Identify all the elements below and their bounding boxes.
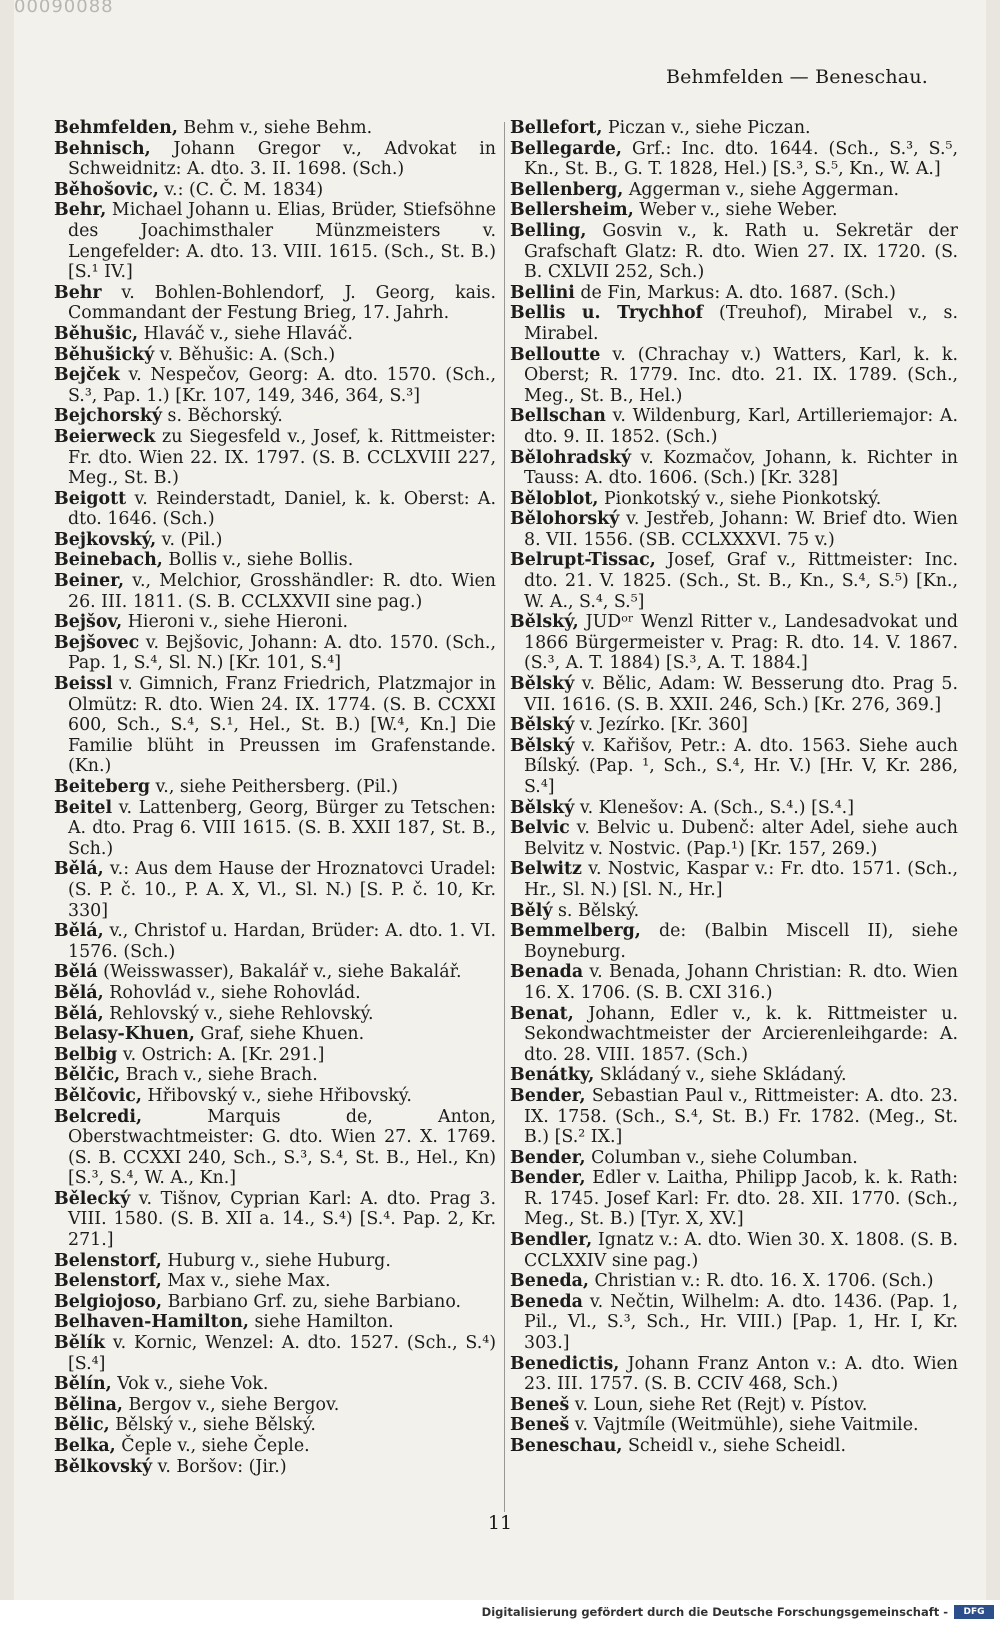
entry-headword: Bellis u. Trychhof: [510, 303, 704, 324]
dictionary-entry: [54, 1312, 496, 1333]
entry-text: Rehlovský v., siehe Rehlovský.: [103, 1003, 374, 1024]
entry-headword: Beierweck: [54, 426, 156, 447]
dictionary-entry: [510, 921, 958, 962]
entry-text: Michael Johann u. Elias, Brüder, Stiefsöhne des Joachimsthaler Münzmeisters v. Lengefelder: A. dto. 13. VIII. 1615. (Sch., St. B.) [S.¹ IV.]: [68, 200, 496, 283]
entry-text: Graf, siehe Khuen.: [194, 1024, 365, 1045]
entry-headword: Belenstorf,: [54, 1250, 162, 1271]
entry-headword: Belvic: [510, 818, 570, 839]
entry-text: Johann Franz Anton v.: A. dto. Wien 23. III. 1757. (S. B. CCIV 468, Sch.): [524, 1353, 958, 1395]
footer-credit: Digitalisierung gefördert durch die Deutsche Forschungsgemeinschaft -: [481, 1605, 948, 1619]
dictionary-entry: [510, 1271, 958, 1292]
entry-text: v. Nostvic, Kaspar v.: Fr. dto. 1571. (Sch., Hr., Sl. N.) [Sl. N., Hr.]: [524, 859, 958, 900]
dictionary-entry: [510, 1436, 958, 1457]
entry-headword: Bělský: [510, 715, 575, 736]
entry-headword: Bejšovec: [54, 632, 140, 653]
dictionary-entry: [510, 221, 958, 283]
entry-headword: Behnisch,: [54, 138, 151, 159]
entry-text: Hlaváč v., siehe Hlaváč.: [138, 323, 353, 344]
entry-headword: Běhušický: [54, 344, 155, 365]
entry-text: Grf.: Inc. dto. 1644. (Sch., S.³, S.⁵, Kn., St. B., G. T. 1828, Hel.) [S.³, S.⁵, Kn., W. A.]: [524, 138, 958, 180]
entry-text: Piczan v., siehe Piczan.: [602, 118, 811, 138]
entry-text: Hieroni v., siehe Hieroni.: [122, 612, 349, 633]
entry-text: Ignatz v.: A. dto. Wien 30. X. 1808. (S. B. CCLXXIV sine pag.): [524, 1230, 958, 1271]
entry-headword: Bělá,: [54, 859, 104, 880]
entry-text: Max v., siehe Max.: [161, 1271, 331, 1292]
dictionary-entry: [510, 859, 958, 900]
dictionary-entry: [54, 1436, 496, 1457]
entry-headword: Běhošovic,: [54, 179, 159, 200]
entry-text: Aggerman v., siehe Aggerman.: [623, 179, 899, 200]
entry-text: v. Kornic, Wenzel: A. dto. 1527. (Sch., S.⁴) [S.⁴]: [68, 1333, 496, 1374]
entry-text: Bělský v., siehe Bělský.: [109, 1415, 316, 1436]
entry-text: v. Bohlen-Bohlendorf, J. Georg, kais. Commandant der Festung Brieg, 17. Jahrh.: [68, 282, 496, 324]
entry-headword: Bělín,: [54, 1374, 112, 1395]
entry-headword: Belasy-Khuen,: [54, 1024, 195, 1045]
entry-text: v. Tišnov, Cyprian Karl: A. dto. Prag 3. VIII. 1580. (S. B. XII a. 14., S.⁴) [S.⁴. Pap. 2, Kr. 271.]: [68, 1188, 496, 1251]
entry-headword: Benat,: [510, 1003, 574, 1024]
entry-text: Bollis v., siehe Bollis.: [162, 550, 354, 571]
scan-stamp: 00090088: [14, 0, 114, 17]
entry-text: v. Běhušic: A. (Sch.): [154, 344, 336, 365]
entry-text: v. Wildenburg, Karl, Artilleriemajor: A. dto. 9. II. 1852. (Sch.): [524, 406, 958, 447]
entry-text: v., Melchior, Grosshändler: R. dto. Wien 26. III. 1811. (S. B. CCLXXVII sine pag.): [68, 571, 496, 612]
entry-text: v. (Chrachay v.) Watters, Karl, k. k. Oberst; R. 1779. Inc. dto. 21. IX. 1789. (Sch., Meg., St. B., Hel.): [524, 344, 958, 406]
dictionary-entry: [510, 550, 958, 612]
footer-bar: [0, 1600, 1000, 1625]
dictionary-entry: [510, 1004, 958, 1066]
entry-text: s. Bělský.: [552, 900, 640, 921]
dictionary-entry: [510, 1168, 958, 1230]
dictionary-entry: [54, 1004, 496, 1025]
dictionary-entry: [510, 1395, 958, 1416]
entry-headword: Bělá: [54, 962, 98, 983]
dictionary-entry: [510, 303, 958, 344]
entry-text: de Fin, Markus: A. dto. 1687. (Sch.): [574, 282, 896, 303]
dictionary-entry: [54, 1189, 496, 1251]
dictionary-entry: [510, 1354, 958, 1395]
entry-text: Bergov v., siehe Bergov.: [122, 1394, 340, 1415]
dictionary-entry: [54, 139, 496, 180]
entry-headword: Běhušic,: [54, 323, 139, 344]
entry-headword: Belwitz: [510, 859, 582, 880]
dictionary-entry: [510, 962, 958, 1003]
dictionary-entry: [54, 777, 496, 798]
entry-headword: Bělík: [54, 1333, 106, 1354]
running-title: Behmfelden — Beneschau.: [665, 66, 928, 88]
entry-headword: Bělčovic,: [54, 1085, 142, 1106]
dictionary-entry: [510, 118, 958, 139]
entry-text: Johann Gregor v., Advokat in Schweidnitz: A. dto. 3. II. 1698. (Sch.): [68, 138, 496, 180]
entry-text: v. Loun, siehe Ret (Rejt) v. Pístov.: [569, 1394, 868, 1415]
dictionary-entry: [54, 798, 496, 860]
entry-headword: Bellenberg,: [510, 179, 624, 200]
entry-headword: Běloblot,: [510, 488, 599, 509]
dictionary-entry: [510, 283, 958, 304]
dictionary-entry: [54, 200, 496, 282]
entry-text: Christian v.: R. dto. 16. X. 1706. (Sch.): [588, 1271, 934, 1292]
entry-headword: Beneda,: [510, 1271, 589, 1292]
entry-headword: Beneda: [510, 1291, 583, 1312]
entry-text: JUDᵒʳ Wenzl Ritter v., Landesadvokat und 1866 Bürgermeister v. Prag: R. dto. 14. V. 1867. (S.³, A. T. 1884) [S.³, A. T. 1884.]: [524, 612, 958, 674]
entry-text: v. Klenešov: A. (Sch., S.⁴.) [S.⁴.]: [574, 797, 854, 818]
dictionary-entry: [510, 1086, 958, 1148]
entry-headword: Bělá,: [54, 1003, 104, 1024]
dictionary-entry: [510, 448, 958, 489]
entry-text: v. Gimnich, Franz Friedrich, Platzmajor in Olmütz: R. dto. Wien 24. IX. 1774. (S. B. CCXXI 600, Sch., S.⁴, S.¹, Hel., St. B.) [W.⁴, Kn.] Die Familie blüht in Preussen im Grafenstande. (Kn.): [68, 674, 496, 777]
dictionary-entry: [54, 283, 496, 324]
dfg-logo: DFG: [954, 1605, 994, 1619]
entry-headword: Bender,: [510, 1147, 586, 1168]
dictionary-entry: [54, 1024, 496, 1045]
entry-headword: Beissl: [54, 674, 113, 695]
dictionary-entry: [510, 818, 958, 859]
entry-text: v., siehe Peithersberg. (Pil.): [150, 777, 399, 797]
dictionary-entry: [54, 1457, 496, 1478]
entry-headword: Benátky,: [510, 1065, 595, 1086]
dictionary-entry: [510, 345, 958, 407]
entry-text: Barbiano Grf. zu, siehe Barbiano.: [162, 1291, 462, 1312]
entry-headword: Bělá,: [54, 921, 104, 942]
entry-headword: Bělkovský: [54, 1456, 153, 1477]
entry-headword: Bělecký: [54, 1188, 131, 1209]
entry-headword: Beigott: [54, 488, 127, 509]
dictionary-entry: [54, 1374, 496, 1395]
dictionary-entry: [54, 1107, 496, 1189]
dictionary-entry: [54, 180, 496, 201]
entry-headword: Bejšov,: [54, 612, 123, 633]
dictionary-entry: [510, 139, 958, 180]
dictionary-entry: [54, 859, 496, 921]
document-page: [14, 0, 986, 1600]
entry-text: Rohovlád v., siehe Rohovlád.: [103, 982, 361, 1003]
entry-headword: Belenstorf,: [54, 1271, 162, 1292]
entry-headword: Bejček: [54, 365, 120, 386]
entry-headword: Bellefort,: [510, 118, 603, 138]
dictionary-entry: [54, 921, 496, 962]
dictionary-entry: [54, 1086, 496, 1107]
dictionary-entry: [54, 1065, 496, 1086]
dictionary-entry: [510, 901, 958, 922]
entry-text: v., Christof u. Hardan, Brüder: A. dto. 1. VI. 1576. (Sch.): [68, 921, 496, 962]
dictionary-entry: [510, 489, 958, 510]
entry-text: v. Lattenberg, Georg, Bürger zu Tetschen: A. dto. Prag 6. VIII 1615. (S. B. XXII 187, St. B., Sch.): [68, 797, 496, 859]
entry-text: zu Siegesfeld v., Josef, k. Rittmeister: Fr. dto. Wien 22. IX. 1797. (S. B. CCLXVIII 227, Meg., St. B.): [68, 426, 496, 489]
dictionary-entry: [510, 509, 958, 550]
entry-headword: Belbig: [54, 1044, 118, 1065]
entry-headword: Bělohradský: [510, 447, 632, 468]
entry-headword: Bělá,: [54, 982, 104, 1003]
entry-text: Scheidl v., siehe Scheidl.: [622, 1436, 846, 1456]
dictionary-entry: [510, 406, 958, 447]
page-number: 11: [487, 1512, 513, 1534]
dictionary-entry: [54, 674, 496, 777]
entry-headword: Bělic,: [54, 1415, 110, 1436]
entry-headword: Bělský: [510, 797, 575, 818]
entry-text: Brach v., siehe Brach.: [120, 1065, 318, 1086]
entry-text: v. Jezírko. [Kr. 360]: [574, 715, 748, 736]
entry-text: s. Běchorský.: [162, 406, 283, 427]
dictionary-entry: [510, 200, 958, 221]
dictionary-entry: [54, 962, 496, 983]
entry-headword: Bělý: [510, 900, 553, 921]
entry-headword: Bejchorský: [54, 406, 162, 427]
entry-text: v. Kozmačov, Johann, k. Richter in Tauss: A. dto. 1606. (Sch.) [Kr. 328]: [524, 447, 958, 489]
dictionary-entry: [54, 324, 496, 345]
entry-text: v. Jestřeb, Johann: W. Brief dto. Wien 8. VII. 1556. (SB. CCLXXXVI. 75 v.): [524, 509, 958, 550]
dictionary-entry: [510, 612, 958, 674]
dictionary-entry: [54, 983, 496, 1004]
dictionary-entry: [54, 345, 496, 366]
entry-text: Edler v. Laitha, Philipp Jacob, k. k. Rath: R. 1745. Josef Karl: Fr. dto. 28. XII. 1770. (Sch., Meg., St. B.) [Tyr. X, XV.]: [524, 1168, 958, 1230]
entry-headword: Bellini: [510, 282, 575, 303]
entry-text: Behm v., siehe Behm.: [177, 118, 373, 138]
dictionary-entry: [510, 736, 958, 798]
entry-headword: Behmfelden,: [54, 118, 178, 138]
entry-text: Josef, Graf v., Rittmeister: Inc. dto. 21. V. 1825. (Sch., St. B., Kn., S.⁴, S.⁵) [Kn., W. A., S.⁴, S.⁵]: [524, 550, 958, 612]
dictionary-entry: [54, 530, 496, 551]
entry-headword: Bellersheim,: [510, 200, 634, 221]
dictionary-entry: [510, 798, 958, 819]
dictionary-entry: [510, 1415, 958, 1436]
entry-headword: Bělský: [510, 674, 575, 695]
entry-headword: Beiteberg: [54, 777, 151, 797]
entry-headword: Beinebach,: [54, 550, 163, 571]
dictionary-entry: [510, 1230, 958, 1271]
entry-headword: Belcredi,: [54, 1106, 143, 1127]
entry-text: v. Nespečov, Georg: A. dto. 1570. (Sch., S.³, Pap. 1.) [Kr. 107, 149, 346, 364, S.³]: [68, 365, 496, 406]
entry-text: (Weisswasser), Bakalář v., siehe Bakalář.: [97, 962, 462, 983]
entry-text: v. Nečtin, Wilhelm: A. dto. 1436. (Pap. 1, Pil., Vl., S.³, Sch., Hr. VIII.) [Pap. 1, Hr. I, Kr. 303.]: [524, 1291, 958, 1354]
entry-text: Skládaný v., siehe Skládaný.: [594, 1065, 847, 1086]
entry-text: de: (Balbin Miscell II), siehe Boyneburg.: [524, 921, 958, 962]
entry-headword: Belka,: [54, 1436, 116, 1456]
entry-headword: Bendler,: [510, 1230, 593, 1251]
entry-text: v. (Pil.): [156, 529, 223, 550]
entry-text: Weber v., siehe Weber.: [633, 200, 838, 221]
dictionary-entry: [54, 1333, 496, 1374]
dictionary-entry: [54, 1045, 496, 1066]
entry-headword: Bělohorský: [510, 509, 620, 530]
entry-text: v. Vajtmíle (Weitmühle), siehe Vaitmile.: [569, 1415, 919, 1436]
dictionary-entry: [54, 489, 496, 530]
dictionary-entry: [54, 1292, 496, 1313]
entry-headword: Belhaven-Hamilton,: [54, 1312, 249, 1333]
entry-headword: Bělina,: [54, 1394, 123, 1415]
entry-headword: Beneš: [510, 1415, 570, 1436]
dictionary-entry: [54, 406, 496, 427]
entry-headword: Bellschan: [510, 406, 606, 427]
entry-headword: Bender,: [510, 1168, 586, 1189]
entry-text: v. Bejšovic, Johann: A. dto. 1570. (Sch., Pap. 1, S.⁴, Sl. N.) [Kr. 101, S.⁴]: [68, 632, 496, 674]
entry-text: v. Boršov: (Jir.): [152, 1456, 287, 1477]
dictionary-entry: [54, 365, 496, 406]
entry-headword: Bemmelberg,: [510, 921, 641, 942]
entry-headword: Belrupt-Tissac,: [510, 550, 656, 571]
entry-headword: Belloutte: [510, 344, 601, 365]
entry-text: Čeple v., siehe Čeple.: [115, 1436, 310, 1456]
entry-text: v. Kařišov, Petr.: A. dto. 1563. Siehe auch Bílský. (Pap. ¹, Sch., S.⁴, Hr. V.) [Hr. V, Kr. 286, S.⁴]: [524, 735, 958, 797]
entry-headword: Bejkovský,: [54, 529, 157, 550]
entry-text: Pionkotský v., siehe Pionkotský.: [598, 488, 882, 509]
entry-headword: Benada: [510, 962, 584, 983]
entry-text: v.: (C. Č. M. 1834): [158, 179, 324, 200]
dictionary-entry: [54, 118, 496, 139]
entry-text: Columban v., siehe Columban.: [585, 1147, 858, 1168]
entry-text: v. Bělic, Adam: W. Besserung dto. Prag 5. VII. 1616. (S. B. XXII. 246, Sch.) [Kr. 276, 369.]: [524, 674, 958, 715]
entry-headword: Beiner,: [54, 571, 125, 592]
entry-headword: Behr,: [54, 200, 107, 221]
entry-headword: Bellegarde,: [510, 138, 622, 159]
entry-headword: Bělský,: [510, 612, 579, 633]
dictionary-entry: [54, 1271, 496, 1292]
entry-text: (Treuhof), Mirabel v., s. Mirabel.: [524, 303, 958, 344]
entry-headword: Bender,: [510, 1085, 586, 1106]
column-divider: [504, 122, 505, 1512]
entry-text: v. Ostrich: A. [Kr. 291.]: [117, 1044, 325, 1065]
dictionary-entry: [510, 1065, 958, 1086]
entry-text: v.: Aus dem Hause der Hroznatovci Uradel: (S. P. č. 10., P. A. X, Vl., Sl. N.) [S. P. č. 10, Kr. 330]: [68, 859, 496, 921]
entry-headword: Behr: [54, 282, 102, 303]
dictionary-entry: [54, 1395, 496, 1416]
entry-text: siehe Hamilton.: [248, 1312, 394, 1333]
entry-text: Sebastian Paul v., Rittmeister: A. dto. 23. IX. 1758. (Sch., S.⁴, St. B.) Fr. 1782. (Meg., St. B.) [S.² IX.]: [524, 1085, 958, 1148]
entry-headword: Beitel: [54, 797, 113, 818]
dictionary-entry: [54, 612, 496, 633]
dictionary-entry: [510, 1292, 958, 1354]
entry-text: Gosvin v., k. Rath u. Sekretär der Grafschaft Glatz: R. dto. Wien 27. IX. 1720. (S. B. CXLVII 252, Sch.): [524, 220, 958, 283]
dictionary-entry: [510, 180, 958, 201]
entry-headword: Beneschau,: [510, 1436, 623, 1456]
entry-text: Hřibovský v., siehe Hřibovský.: [141, 1085, 412, 1106]
entry-headword: Bělčic,: [54, 1065, 121, 1086]
entry-text: Huburg v., siehe Huburg.: [161, 1250, 391, 1271]
entry-headword: Benedictis,: [510, 1353, 620, 1374]
right-column: [510, 118, 958, 1457]
entry-text: v. Belvic u. Dubenč: alter Adel, siehe auch Belvitz v. Nostvic. (Pap.¹) [Kr. 157, 269.): [524, 818, 958, 859]
entry-headword: Belling,: [510, 220, 587, 241]
entry-text: Marquis de, Anton, Oberstwachtmeister: G. dto. Wien 27. X. 1769. (S. B. CCXXI 240, Sch., S.³, S.⁴, St. B., Hel., Kn) [S.³, S.⁴, W. A., Kn.]: [68, 1106, 496, 1189]
entry-text: Johann, Edler v., k. k. Rittmeister u. Sekondwachtmeister der Arcierenleihgarde: A. dto. 28. VIII. 1857. (Sch.): [524, 1003, 958, 1065]
dictionary-entry: [510, 1148, 958, 1169]
entry-headword: Bělský: [510, 735, 575, 756]
left-column: [54, 118, 496, 1477]
entry-headword: Belgiojoso,: [54, 1291, 163, 1312]
dictionary-entry: [54, 1415, 496, 1436]
entry-text: Vok v., siehe Vok.: [111, 1374, 269, 1395]
dictionary-entry: [510, 674, 958, 715]
dictionary-entry: [54, 633, 496, 674]
entry-text: v. Benada, Johann Christian: R. dto. Wien 16. X. 1706. (S. B. CXI 316.): [524, 962, 958, 1003]
dictionary-entry: [54, 427, 496, 489]
entry-text: v. Reinderstadt, Daniel, k. k. Oberst: A. dto. 1646. (Sch.): [68, 488, 496, 530]
entry-headword: Beneš: [510, 1394, 570, 1415]
dictionary-entry: [54, 550, 496, 571]
dictionary-entry: [510, 715, 958, 736]
dictionary-entry: [54, 571, 496, 612]
dictionary-entry: [54, 1251, 496, 1272]
